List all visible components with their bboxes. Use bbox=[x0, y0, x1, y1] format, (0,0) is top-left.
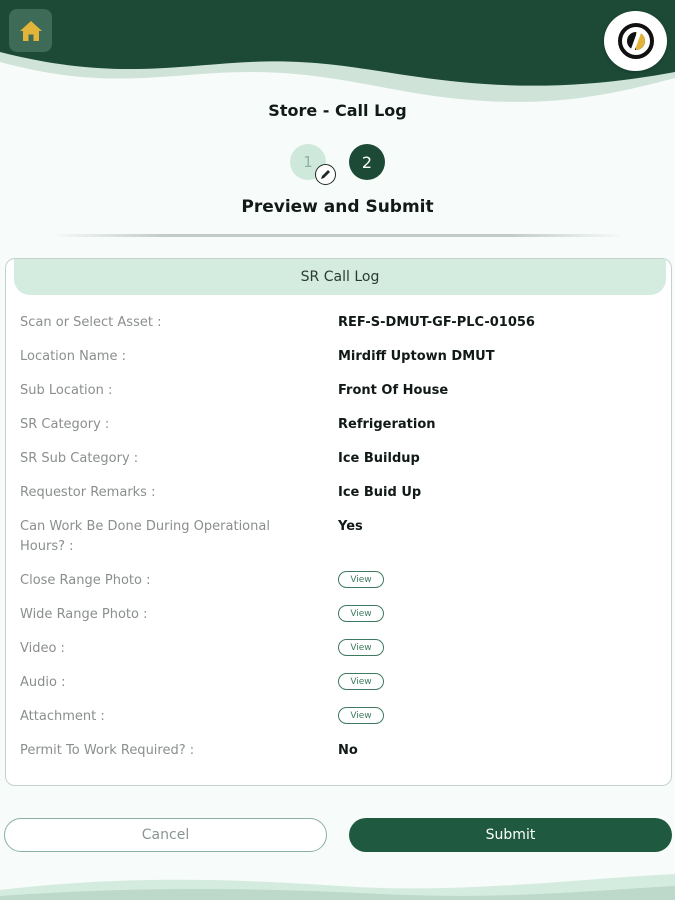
pencil-icon bbox=[320, 169, 331, 180]
company-logo bbox=[604, 11, 667, 71]
step-1-indicator[interactable]: 1 bbox=[290, 144, 326, 180]
sr-call-log-card bbox=[5, 258, 672, 786]
detail-value: Ice Buildup bbox=[338, 451, 420, 466]
view-wide-range-photo-button[interactable]: View bbox=[338, 605, 384, 622]
detail-label: Video : bbox=[20, 641, 65, 656]
footer-background bbox=[0, 868, 675, 900]
detail-label: Requestor Remarks : bbox=[20, 485, 156, 500]
header-background bbox=[0, 0, 675, 110]
view-audio-button[interactable]: View bbox=[338, 673, 384, 690]
card-title: SR Call Log bbox=[14, 259, 666, 295]
detail-label: Can Work Be Done During Operational Hours? : bbox=[20, 519, 270, 554]
edit-icon[interactable] bbox=[315, 164, 336, 185]
detail-label: Close Range Photo : bbox=[20, 573, 151, 588]
detail-label: Wide Range Photo : bbox=[20, 607, 148, 622]
view-attachment-button[interactable]: View bbox=[338, 707, 384, 724]
stepper bbox=[0, 144, 675, 184]
detail-value: Ice Buid Up bbox=[338, 485, 422, 500]
detail-label: Scan or Select Asset : bbox=[20, 315, 162, 330]
divider bbox=[52, 234, 623, 237]
home-icon bbox=[19, 20, 43, 42]
detail-label: Audio : bbox=[20, 675, 66, 690]
detail-value: Mirdiff Uptown DMUT bbox=[338, 349, 495, 364]
detail-value: Yes bbox=[338, 519, 363, 534]
view-close-range-photo-button[interactable]: View bbox=[338, 571, 384, 588]
company-logo-icon bbox=[616, 21, 656, 61]
section-subtitle: Preview and Submit bbox=[241, 197, 434, 217]
detail-label: Attachment : bbox=[20, 709, 105, 724]
view-video-button[interactable]: View bbox=[338, 639, 384, 656]
detail-value: Refrigeration bbox=[338, 417, 436, 432]
cancel-button[interactable]: Cancel bbox=[4, 818, 327, 852]
step-2-indicator: 2 bbox=[349, 144, 385, 180]
detail-value: Front Of House bbox=[338, 383, 449, 398]
detail-value: No bbox=[338, 743, 358, 758]
submit-button[interactable]: Submit bbox=[349, 818, 672, 852]
page-title: Store - Call Log bbox=[268, 101, 407, 120]
detail-label: Sub Location : bbox=[20, 383, 113, 398]
detail-label: SR Category : bbox=[20, 417, 110, 432]
detail-label: SR Sub Category : bbox=[20, 451, 139, 466]
home-button[interactable] bbox=[9, 9, 52, 52]
detail-value: REF-S-DMUT-GF-PLC-01056 bbox=[338, 315, 535, 330]
detail-label: Location Name : bbox=[20, 349, 126, 364]
detail-label: Permit To Work Required? : bbox=[20, 743, 195, 758]
